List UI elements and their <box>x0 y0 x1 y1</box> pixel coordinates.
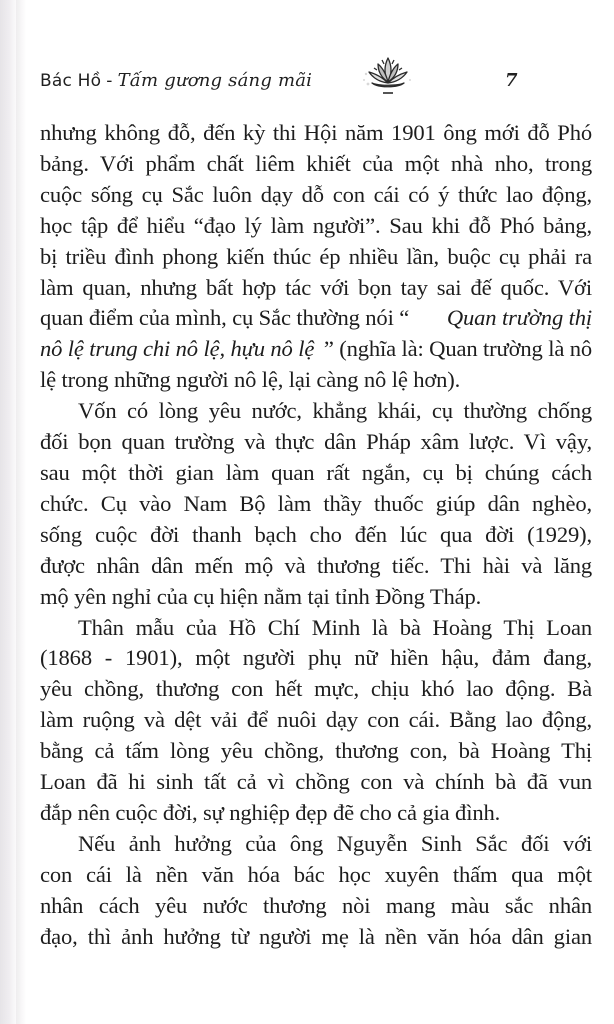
text-line: Thân mẫu của Hồ Chí Minh là bà Hoàng Thị Loan <box>78 614 592 640</box>
text-line: bị triều đình phong kiến thúc ép nhiều lần, buộc cụ phải ra <box>40 243 592 269</box>
paragraph-1 <box>40 118 592 396</box>
page-number: 7 <box>505 70 518 91</box>
text-line: yêu chồng, thương con hết mực, chịu khó lao động. Bà <box>40 676 592 702</box>
text-line <box>40 303 592 334</box>
italic-quote: nô lệ trung chi nô lệ, hựu nô lệ <box>40 336 315 362</box>
text-line: đối bọn quan trường và thực dân Pháp xâm lược. Vì vậy, <box>40 429 592 455</box>
text-line-start: quan điểm của mình, cụ Sắc thường nói “ <box>40 305 410 331</box>
running-header <box>40 58 600 98</box>
text-line: được nhân dân mến mộ và thương tiếc. Thi hài và lăng <box>40 552 592 578</box>
text-line: Vốn có lòng yêu nước, khẳng khái, cụ thường chống <box>78 398 592 424</box>
header-book-title: Tấm gương sáng mãi <box>117 70 313 91</box>
text-line: đạo, thì ảnh hưởng từ người mẹ là nền văn hóa dân gian <box>40 923 592 949</box>
text-line: sau một thời gian làm quan rất ngắn, cụ bị chúng cách <box>40 459 592 485</box>
text-line: bảng. Với phẩm chất liêm khiết của một nhà nho, trong <box>40 150 592 176</box>
text-line: đắp nên cuộc đời, sự nghiệp đẹp đẽ cho cả gia đình. <box>40 799 501 825</box>
text-line: Loan đã hi sinh tất cả vì chồng con và chính bà đã vun <box>40 769 592 795</box>
paragraph-3 <box>40 613 592 829</box>
text-line: bằng cả tấm lòng yêu chồng, thương con, bà Hoàng Thị <box>40 738 592 764</box>
text-line: nhưng không đỗ, đến kỳ thi Hội năm 1901 ông mới đỗ Phó <box>40 120 592 145</box>
text-line: sống cuộc đời thanh bạch cho đến lúc qua đời (1929), <box>40 521 592 547</box>
text-line: con cái là nền văn hóa bác học xuyên thấm qua một <box>40 861 592 887</box>
text-line-end: ” (nghĩa là: Quan trường là nô <box>323 336 592 362</box>
text-line <box>40 334 592 365</box>
running-title <box>40 70 312 92</box>
lotus-icon <box>360 50 416 100</box>
text-line: Nếu ảnh hưởng của ông Nguyễn Sinh Sắc đối với <box>78 830 592 856</box>
text-line: làm ruộng và dệt vải để nuôi dạy con cái. Bằng lao động, <box>40 707 592 733</box>
text-line: mộ yên nghỉ của cụ hiện nằm tại tỉnh Đồng Tháp. <box>40 583 482 609</box>
italic-quote: Quan trường thị <box>446 305 592 331</box>
text-line: (1868 - 1901), một người phụ nữ hiền hậu, đảm đang, <box>40 645 592 671</box>
paragraph-2 <box>40 396 592 612</box>
text-line: chức. Cụ vào Nam Bộ làm thầy thuốc giúp dân nghèo, <box>40 490 592 516</box>
text-line: học tập để hiểu “đạo lý làm người”. Sau khi đỗ Phó bảng, <box>40 212 592 238</box>
body-text <box>40 118 592 952</box>
header-author: Bác Hồ <box>40 71 102 91</box>
text-line: lệ trong những người nô lệ, lại càng nô lệ hơn). <box>40 367 461 393</box>
page-binding-gutter <box>0 0 16 1024</box>
text-line: làm quan, nhưng bất hợp tác với bọn tay sai đế quốc. Với <box>40 274 592 300</box>
header-separator: - <box>106 71 113 91</box>
paragraph-4 <box>40 829 592 953</box>
text-line: nhân cách yêu nước thương nòi mang màu sắc nhân <box>40 892 592 918</box>
text-line: cuộc sống cụ Sắc luôn dạy dỗ con cái có ý thức lao động, <box>40 181 592 207</box>
page-binding-shadow <box>16 0 26 1024</box>
